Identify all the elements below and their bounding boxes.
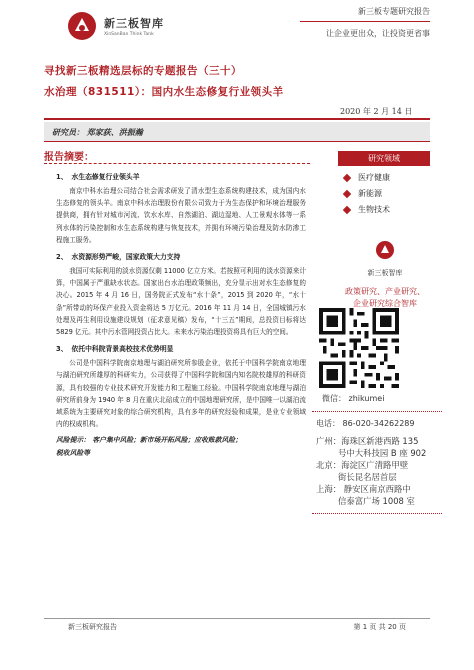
page-number: 第 1 页 共 20 页 xyxy=(353,623,406,631)
brand-logo-icon xyxy=(375,240,395,260)
phone: 电话： 86-020-34262289 xyxy=(316,419,415,428)
section-paragraph: 公司是中国科学院南京地理与湖泊研究所参股企业，依托于中国科学院南京地理与湖泊研究所雄厚的科研实力，公司获得了中国科学院和国内知名院校雄厚的科研资源，具有较强的专业技术研究开发能力和工程施工经验。中国科学院南京地理与湖泊研究所前身为 1940 年 8 月在重庆北碚成立的中国地理研究所，是中国唯一以湖泊流域系统为主要研究对象的综合研究机构，具有多年的研究经验和成果，是业专业领域内的权威机构。 xyxy=(56,359,306,429)
main-content xyxy=(44,168,308,460)
analyst-bar: 研究员： 郑家荻、洪振瀚 xyxy=(44,122,430,142)
sidebar-item: 医疗健康 xyxy=(338,170,430,186)
diamond-bullet-icon xyxy=(343,174,351,182)
address-shanghai-cont: 信泰富广场 1008 室 xyxy=(338,496,415,506)
section-heading: 2、 水资源形势严峻，国家政策大力支持 xyxy=(56,253,181,262)
brand-name: 新三板智库 xyxy=(367,269,403,277)
research-sidebar xyxy=(338,151,430,218)
diamond-bullet-icon xyxy=(343,190,351,198)
address-beijing: 北京：海淀区广清路甲壁 xyxy=(316,460,409,470)
report-series: 新三板专题研究报告 xyxy=(300,6,430,22)
report-title: 寻找新三板精选层标的专题报告（三十） xyxy=(44,65,242,77)
section-paragraph: 南京中科水治理公司结合社会需求研发了清水型生态系统构建技术，成为国内水生态修复的领头羊。南京中科水治理股份有限公司致力于为生态保护和环境治理服务提供商，拥有针对城市河流、饮水水库、自然湖泊、湖边湿地、人工景观水体等一系列水体的污染控制和水生态系统构建与恢复技术，并拥有环境污染治理及防水防渗工程施工服务。 xyxy=(56,187,306,244)
qr-code-icon xyxy=(319,308,399,388)
footer-source: 新三板研究报告 xyxy=(68,623,117,631)
header-right xyxy=(300,6,430,39)
section-heading: 1、 水生态修复行业领头羊 xyxy=(56,173,140,181)
wechat-id: 微信： zhikumei xyxy=(322,394,385,403)
logo xyxy=(66,6,186,46)
section-heading: 3、 依托中科院背景高校技术优势明显 xyxy=(56,345,174,354)
brand-description: 政策研究、产业研究、 企业研究综合智库 xyxy=(345,287,425,308)
sidebar-heading: 研究领域 xyxy=(338,151,430,166)
logo-icon xyxy=(66,10,98,42)
contact-box xyxy=(312,411,442,514)
report-date: 2020 年 2 月 14 日 xyxy=(340,107,413,116)
logo-english: XinSanBan Think Tank xyxy=(104,32,154,37)
sidebar-item: 新能源 xyxy=(338,186,430,202)
address-beijing-cont: 街长昆名居首层 xyxy=(338,472,397,482)
header xyxy=(0,0,474,60)
abstract-divider xyxy=(44,163,310,164)
logo-name: 新三板智库 xyxy=(104,17,164,30)
address-guangzhou: 广州：海珠区新港西路 135 xyxy=(316,436,419,446)
sidebar-item: 生物技术 xyxy=(338,202,430,218)
address-shanghai: 上海： 静安区南京西路中 xyxy=(316,484,411,494)
report-subtitle: 水治理（831511）：国内水生态修复行业领头羊 xyxy=(44,86,284,98)
brand-block xyxy=(305,240,465,310)
slogan: 让企业更出众，让投资更省事 xyxy=(326,29,430,38)
abstract-heading: 报告摘要： xyxy=(44,152,94,163)
risk-notice: 风险提示： 客户集中风险；新市场开拓风险；应收账款风险； 税收风险等 xyxy=(56,436,242,458)
diamond-bullet-icon xyxy=(343,206,351,214)
title-divider xyxy=(44,118,430,120)
address-guangzhou-cont: 号中大科技园 B 座 902 xyxy=(338,448,427,458)
section-paragraph: 我国可实际利用的淡水资源仅剩 11000 亿立方米。若按照可利用的淡水资源来计算，中国属于严重缺水状态。国家出台水治理政策频出，充分显示出对水生态修复的决心。2015 年 4 月 16 日，国务院正式发布“水十条”，2015 到 2020 年，“水十条”所带动的环保产业投入资金将达 5 万亿元。2016 年 11 月 14 日，全国城镇污水处理及再生利用设施建设规划（征求意见稿）发布，“十三五”期间，总投资目标将达 5829 亿元。其中污水管网投资占比大。未来水污染治理投资将具有巨大的空间。 xyxy=(56,267,306,337)
footer xyxy=(44,618,430,632)
